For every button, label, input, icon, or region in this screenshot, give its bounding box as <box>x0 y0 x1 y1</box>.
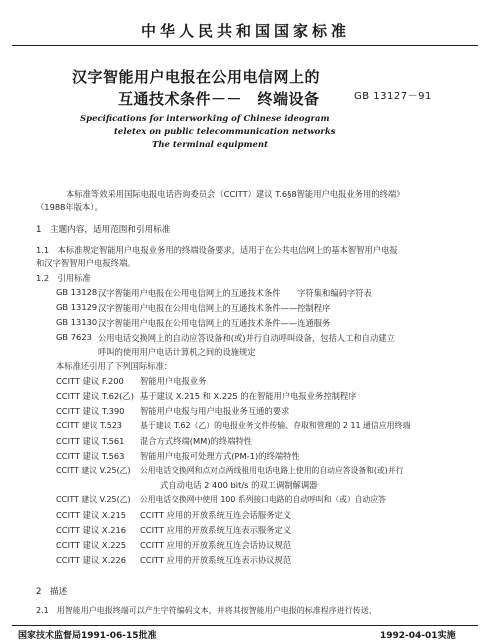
reference-code: GB 13130 <box>56 317 98 327</box>
national-standard-header: 中华人民共和国国家标准 <box>140 22 350 40</box>
ccitt-title: 公用电话交换网中使用 100 系列接口电路的自动呼叫和（或）自动应答 <box>140 495 386 504</box>
reference-code: GB 13129 <box>56 302 98 312</box>
intro-line2: （1988年版本）。 <box>36 202 103 212</box>
ccitt-code: CCITT 建议 X.216 <box>56 525 127 535</box>
ccitt-code: CCITT 建议 X.226 <box>56 555 127 565</box>
ccitt-code: CCITT 建议 T.561 <box>56 436 125 446</box>
reference-title: 公用电话交换网上的自动应答设备和(或)并行自动呼叫设备，包括人工和自动建立 <box>98 333 395 343</box>
standard-code: GB 13127－91 <box>354 91 432 102</box>
reference-code: GB 13128 <box>56 287 98 297</box>
ccitt-code: CCITT 建议 V.25(乙) <box>56 495 131 504</box>
effective-date: 1992-04-01实施 <box>380 631 456 641</box>
clause-1-2-heading: 1.2 引用标准 <box>36 273 91 283</box>
ccitt-code: CCITT 建议 T.523 <box>56 421 122 430</box>
ccitt-code: CCITT 建议 F.200 <box>56 376 124 386</box>
ccitt-title: 基于建议 X.215 和 X.225 的在智能用户电报业务控制程序 <box>140 391 357 401</box>
ccitt-title: 智能用户电报与用户电报业务互通的要求 <box>140 406 290 416</box>
ccitt-title: 智能用户电报业务 <box>140 376 207 386</box>
reference-continuation: 呼叫的使用用户电话计算机之间的设施规定 <box>98 347 256 357</box>
intro-line1: 本标准等效采用国际电报电话咨询委员会（CCITT）建议 T.6§8智能用户电报业务用的终端》 <box>66 189 405 199</box>
ccitt-title: CCITT 应用的开放系统互连表示协议规范 <box>140 555 292 565</box>
document-title-line2: 互通技术条件－－ 终端设备 <box>118 90 320 108</box>
approval-date: 国家技术监督局1991-06-15批准 <box>18 631 157 641</box>
reference-title: 汉字智能用户电报在公用电信网上的互通技术条件——控制程序 <box>98 303 331 313</box>
ccitt-title: 基于建议 T.62（乙）的电报业务文件传输、存取和管理的 2 11 通信应用终端 <box>140 421 411 430</box>
clause-2-1: 2.1 用智能用户电报终端可以产生字符编码文本，并将其按智能用户电报的标准程序进行传送、 <box>36 606 377 615</box>
english-title-line2: teletex on public telecommunication networks <box>114 127 336 137</box>
ccitt-title: 混合方式终端(MM)的终端特性 <box>140 436 253 446</box>
section2-heading: 2 描述 <box>36 587 68 597</box>
ccitt-code: CCITT 建议 X.225 <box>56 540 127 550</box>
reference-title: 汉字智能用户电报在公用电信网上的互通技术条件 字符集和编码字符表 <box>98 288 372 298</box>
ccitt-title: CCITT 应用的开放系统互连会话服务定义 <box>140 510 292 520</box>
ccitt-title: CCITT 应用的开放系统互连表示服务定义 <box>140 525 292 535</box>
ccitt-code: CCITT 建议 T.62(乙) <box>56 391 134 401</box>
document-title-line1: 汉字智能用户电报在公用电信网上的 <box>72 68 321 86</box>
header-rule <box>12 45 478 46</box>
clause-1-1-line2: 和汉字智智用户电报终端。 <box>36 258 136 268</box>
ccitt-code: CCITT 建议 V.25(乙) <box>56 466 131 475</box>
ccitt-title: 公用电话交换网和点对点两线租用电话电路上使用的自动应答设备和(或)并行 <box>140 466 404 475</box>
footer-rule <box>12 625 478 626</box>
ccitt-title: CCITT 应用的开放系统互连会话协议规范 <box>140 540 292 550</box>
ccitt-code: CCITT 建议 T.390 <box>56 406 125 416</box>
ccitt-title-continuation: 式自动电话 2 400 bit/s 的双工调制解调器 <box>160 480 318 490</box>
ccitt-code: CCITT 建议 T.563 <box>56 451 125 461</box>
section1-heading: 1 主题内容，适用范围和引用标准 <box>36 225 171 235</box>
ccitt-title: 智能用户电报可处理方式(PM-1)的终端特性 <box>140 451 300 461</box>
reference-code: GB 7623 <box>56 332 92 342</box>
ccitt-code: CCITT 建议 X.215 <box>56 510 127 520</box>
english-title-line1: Specifications for interworking of Chinese ideogram <box>80 114 330 124</box>
english-title-line3: The terminal equipment <box>152 140 268 150</box>
clause-1-1-line1: 1.1 本标准规定智能用户电报业务用的终端设备要求，适用于在公共电信网上的基本智智用户电报 <box>36 245 398 255</box>
reference-title: 汉字智能用户电报在公用电信网上的互通技术条件——连通服务 <box>98 318 331 328</box>
international-references-intro: 本标准还引用了下列国际标准： <box>56 361 173 371</box>
